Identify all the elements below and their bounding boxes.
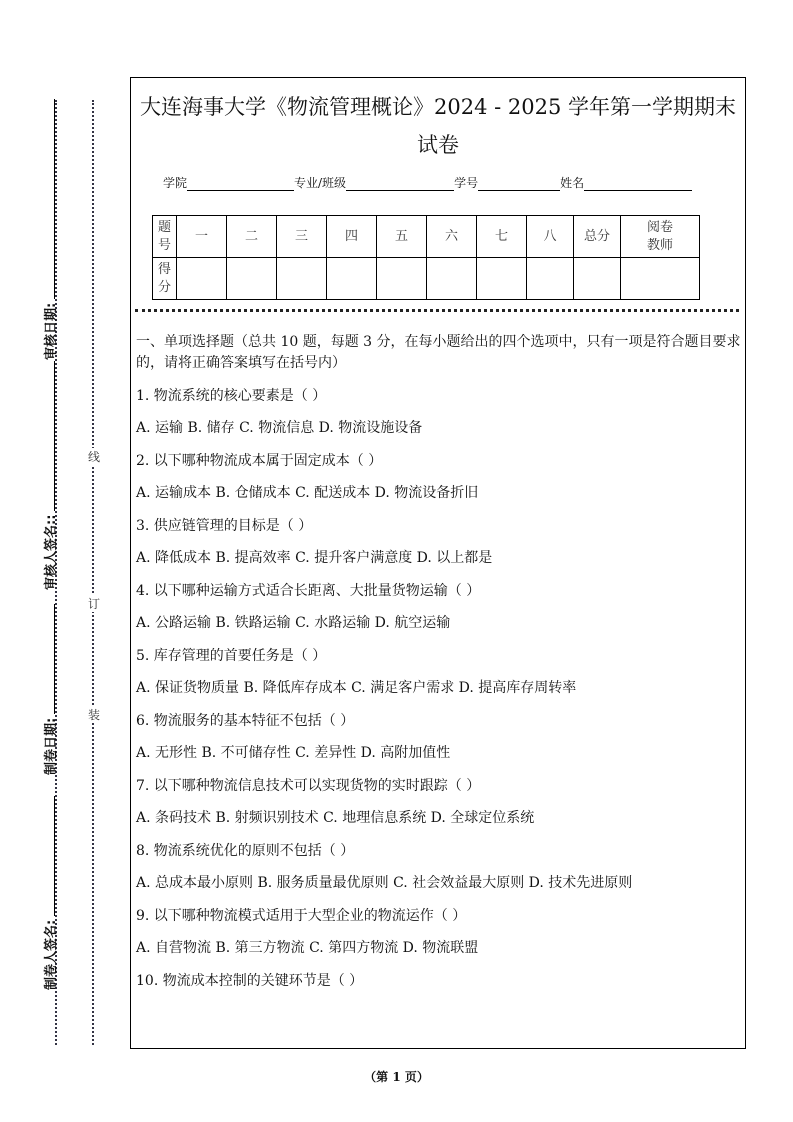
- question: 6. 物流服务的基本特征不包括（ ）: [136, 712, 355, 729]
- score-cell[interactable]: [574, 258, 621, 300]
- score-cell[interactable]: [477, 258, 527, 300]
- column-header: 一: [177, 216, 227, 258]
- column-header: 四: [327, 216, 377, 258]
- options: A. 总成本最小原则 B. 服务质量最优原则 C. 社会效益最大原则 D. 技术先进原则: [136, 875, 633, 891]
- score-cell[interactable]: [277, 258, 327, 300]
- column-header: 六: [427, 216, 477, 258]
- question: 7. 以下哪种物流信息技术可以实现货物的实时跟踪（ ）: [136, 777, 481, 794]
- table-row: [153, 258, 700, 300]
- questions: [136, 332, 742, 1003]
- question: 8. 物流系统优化的原则不包括（ ）: [136, 842, 355, 859]
- column-header: 八: [527, 216, 574, 258]
- score-cell[interactable]: [427, 258, 477, 300]
- major-label: 专业/班级: [294, 176, 347, 190]
- column-header: 总分: [574, 216, 621, 258]
- binding-mark-line: 线: [88, 450, 101, 464]
- score-cell[interactable]: [227, 258, 277, 300]
- question: 2. 以下哪种物流成本属于固定成本（ ）: [136, 452, 383, 469]
- separator: [135, 309, 739, 312]
- score-cell[interactable]: [327, 258, 377, 300]
- score-cell[interactable]: [621, 258, 700, 300]
- student-info: [163, 174, 692, 191]
- binding-mark-bind: 装: [88, 708, 101, 722]
- column-header: 三: [277, 216, 327, 258]
- score-table: [152, 215, 700, 300]
- make-date-label: 制卷日期:: [44, 717, 59, 775]
- score-cell[interactable]: [177, 258, 227, 300]
- options: A. 自营物流 B. 第三方物流 C. 第四方物流 D. 物流联盟: [136, 940, 479, 956]
- college-field[interactable]: [187, 178, 294, 191]
- column-header: 二: [227, 216, 277, 258]
- question: 10. 物流成本控制的关键环节是（ ）: [136, 972, 364, 989]
- review-date-field: [40, 99, 59, 360]
- binding-mark-staple: 订: [88, 597, 101, 611]
- question: 4. 以下哪种运输方式适合长距离、大批量货物运输（ ）: [136, 582, 481, 599]
- binding-dotted-line: [92, 100, 94, 1045]
- row-label: 得分: [153, 258, 177, 300]
- column-header: 五: [377, 216, 427, 258]
- review-date-label: 审核日期:: [44, 302, 59, 360]
- table-row: [153, 216, 700, 258]
- question: 5. 库存管理的首要任务是（ ）: [136, 647, 327, 664]
- options: A. 运输 B. 储存 C. 物流信息 D. 物流设施设备: [136, 420, 423, 436]
- name-field[interactable]: [584, 178, 692, 191]
- college-label: 学院: [163, 176, 188, 190]
- maker-sign-field: [40, 796, 59, 990]
- page-number: （第 1 页）: [364, 1070, 429, 1084]
- student-id-field[interactable]: [478, 178, 560, 191]
- options: A. 运输成本 B. 仓储成本 C. 配送成本 D. 物流设备折旧: [136, 485, 479, 501]
- question: 3. 供应链管理的目标是（ ）: [136, 517, 313, 534]
- major-field[interactable]: [346, 178, 454, 191]
- make-date-field: [40, 604, 59, 775]
- reviewer-sign-field: [40, 361, 59, 590]
- student-id-label: 学号: [454, 176, 479, 190]
- options: A. 降低成本 B. 提高效率 C. 提升客户满意度 D. 以上都是: [136, 550, 493, 566]
- question: 1. 物流系统的核心要素是（ ）: [136, 387, 327, 404]
- name-label: 姓名: [560, 176, 585, 190]
- options: A. 公路运输 B. 铁路运输 C. 水路运输 D. 航空运输: [136, 615, 451, 631]
- score-cell[interactable]: [377, 258, 427, 300]
- column-header: 七: [477, 216, 527, 258]
- question: 9. 以下哪种物流模式适用于大型企业的物流运作（ ）: [136, 907, 467, 924]
- maker-sign-label: 制卷人签名:: [44, 919, 59, 990]
- options: A. 保证货物质量 B. 降低库存成本 C. 满足客户需求 D. 提高库存周转率: [136, 680, 577, 696]
- options: A. 条码技术 B. 射频识别技术 C. 地理信息系统 D. 全球定位系统: [136, 810, 535, 826]
- score-cell[interactable]: [527, 258, 574, 300]
- page-title: 大连海事大学《物流管理概论》2024 - 2025 学年第一学期期末试卷: [139, 95, 736, 157]
- row-label: 题号: [153, 216, 177, 258]
- exam-frame: [130, 77, 746, 1049]
- column-header: 阅卷教师: [621, 216, 700, 258]
- options: A. 无形性 B. 不可储存性 C. 差异性 D. 高附加值性: [136, 745, 451, 761]
- section-heading: 一、单项选择题（总共 10 题，每题 3 分，在每小题给出的四个选项中，只有一项是符合题目要求的，请将正确答案填写在括号内）: [136, 334, 741, 371]
- reviewer-sign-label: 审核人签名::: [44, 514, 59, 590]
